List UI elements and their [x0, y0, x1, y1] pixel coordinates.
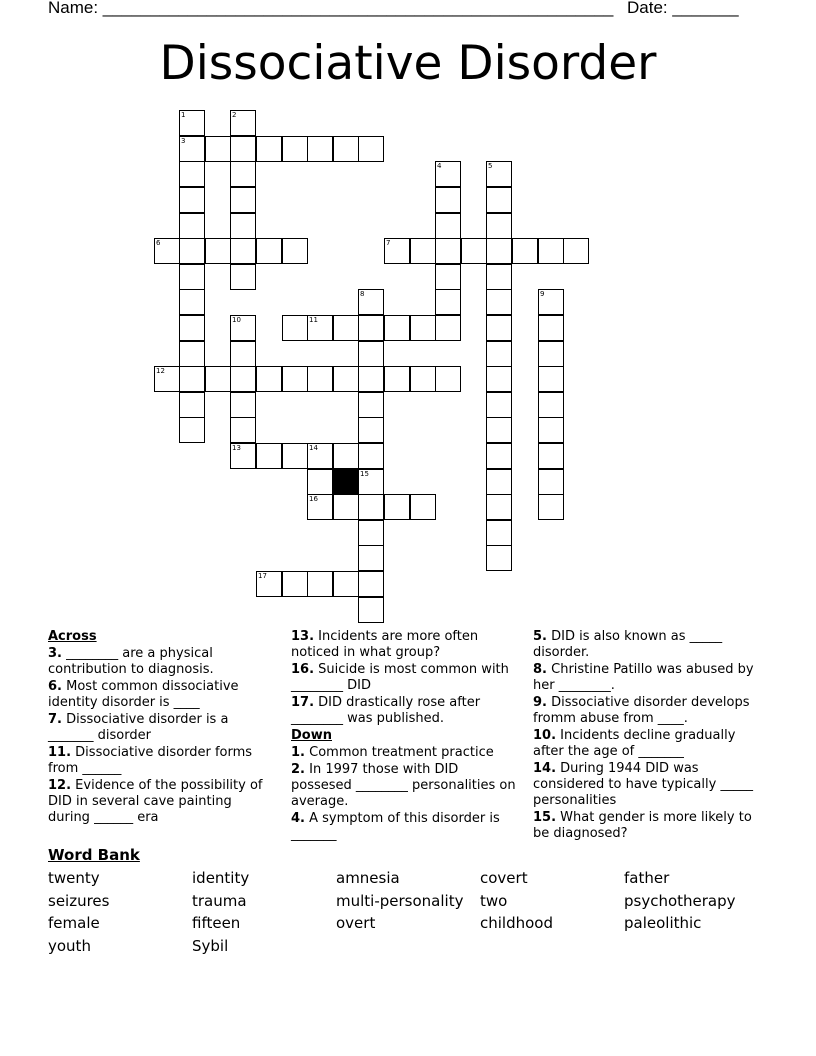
- crossword-cell[interactable]: [179, 110, 205, 136]
- crossword-cell[interactable]: [333, 494, 359, 520]
- word-bank-item: Sybil: [192, 937, 229, 955]
- across-clue: [291, 629, 521, 661]
- crossword-cell[interactable]: [486, 187, 512, 213]
- crossword-cell[interactable]: [230, 161, 256, 187]
- crossword-cell[interactable]: [333, 315, 359, 341]
- crossword-cell[interactable]: [179, 136, 205, 162]
- crossword-cell[interactable]: [538, 315, 564, 341]
- crossword-cell[interactable]: [307, 366, 333, 392]
- clue-number: 13: [232, 444, 241, 452]
- crossword-cell[interactable]: [435, 213, 461, 239]
- crossword-cell[interactable]: [384, 366, 410, 392]
- clue-text: Incidents decline gradually after the age of _______: [533, 728, 736, 759]
- crossword-cell[interactable]: [230, 264, 256, 290]
- clue-number: 10: [232, 316, 241, 324]
- down-clue: [533, 629, 767, 661]
- clue-number: 13.: [291, 629, 315, 644]
- word-bank-item: seizures: [48, 892, 110, 910]
- crossword-cell[interactable]: [486, 238, 512, 264]
- word-bank-item: two: [480, 892, 508, 910]
- crossword-cell[interactable]: [435, 187, 461, 213]
- crossword-cell[interactable]: [538, 443, 564, 469]
- down-clue: [533, 695, 767, 727]
- clue-text: Common treatment practice: [309, 745, 494, 760]
- word-bank-item: youth: [48, 937, 91, 955]
- clue-number: 8: [360, 290, 365, 298]
- crossword-cell[interactable]: [307, 443, 333, 469]
- clue-number: 14: [309, 444, 318, 452]
- crossword-cell[interactable]: [538, 366, 564, 392]
- clue-number: 5: [488, 162, 493, 170]
- crossword-cell[interactable]: [358, 315, 384, 341]
- crossword-cell[interactable]: [205, 136, 231, 162]
- clue-text: In 1997 those with DID possesed ________ personalities on average.: [291, 762, 516, 809]
- down-clue: [533, 761, 767, 809]
- crossword-cell[interactable]: [179, 264, 205, 290]
- crossword-cell[interactable]: [358, 417, 384, 443]
- crossword-cell[interactable]: [282, 238, 308, 264]
- clue-number: 7: [386, 239, 391, 247]
- across-clue: [291, 662, 521, 694]
- clue-number: 4.: [291, 811, 305, 826]
- word-bank-item: trauma: [192, 892, 247, 910]
- word-bank-item: childhood: [480, 914, 553, 932]
- crossword-cell[interactable]: [333, 443, 359, 469]
- crossword-cell[interactable]: [256, 443, 282, 469]
- crossword-cell[interactable]: [307, 136, 333, 162]
- clue-number: 6: [156, 239, 161, 247]
- clue-number: 12.: [48, 778, 72, 793]
- crossword-cell[interactable]: [282, 315, 308, 341]
- clue-text: Incidents are more often noticed in what group?: [291, 629, 479, 660]
- clue-number: 5.: [533, 629, 547, 644]
- crossword-cell[interactable]: [538, 341, 564, 367]
- clue-text: ________ are a physical contribution to diagnosis.: [48, 646, 214, 677]
- crossword-cell[interactable]: [486, 545, 512, 571]
- crossword-cell[interactable]: [538, 494, 564, 520]
- down-heading: Down: [291, 728, 332, 743]
- crossword-cell[interactable]: [435, 264, 461, 290]
- clue-number: 16.: [291, 662, 315, 677]
- crossword-cell[interactable]: [563, 238, 589, 264]
- across-clue: [48, 712, 276, 744]
- across-clue: [48, 679, 276, 711]
- across-clue: [291, 695, 521, 727]
- clue-number: 12: [156, 367, 165, 375]
- crossword-cell[interactable]: [179, 213, 205, 239]
- across-clue: [48, 745, 276, 777]
- clue-number: 17: [258, 572, 267, 580]
- crossword-cell[interactable]: [512, 238, 538, 264]
- crossword-cell[interactable]: [230, 366, 256, 392]
- word-bank-item: father: [624, 869, 670, 887]
- crossword-cell[interactable]: [486, 417, 512, 443]
- down-clue: [533, 728, 767, 760]
- word-bank-item: paleolithic: [624, 914, 702, 932]
- crossword-cell[interactable]: [256, 136, 282, 162]
- crossword-cell[interactable]: [307, 494, 333, 520]
- clue-number: 16: [309, 495, 318, 503]
- crossword-cell[interactable]: [435, 161, 461, 187]
- crossword-cell[interactable]: [435, 289, 461, 315]
- clue-number: 15.: [533, 810, 557, 825]
- crossword-cell[interactable]: [154, 238, 180, 264]
- crossword-cell[interactable]: [410, 238, 436, 264]
- word-bank-item: psychotherapy: [624, 892, 736, 910]
- page-title: Dissociative Disorder: [159, 36, 657, 91]
- crossword-cell[interactable]: [410, 315, 436, 341]
- clue-text: DID is also known as _____ disorder.: [533, 629, 723, 660]
- crossword-cell[interactable]: [358, 392, 384, 418]
- crossword-cell[interactable]: [486, 443, 512, 469]
- name-field[interactable]: Name: ______________________________________________________: [48, 0, 614, 17]
- crossword-cell[interactable]: [538, 238, 564, 264]
- clue-text: What gender is more likely to be diagnosed?: [533, 810, 752, 841]
- clue-text: Suicide is most common with ________ DID: [291, 662, 509, 693]
- clue-number: 1.: [291, 745, 305, 760]
- crossword-cell[interactable]: [230, 238, 256, 264]
- crossword-cell[interactable]: [384, 494, 410, 520]
- crossword-cell[interactable]: [282, 136, 308, 162]
- across-clues: [48, 629, 276, 827]
- crossword-cell[interactable]: [256, 238, 282, 264]
- down-clue: [291, 745, 521, 761]
- down-clue: [533, 662, 767, 694]
- clue-number: 3.: [48, 646, 62, 661]
- crossword-cell[interactable]: [230, 213, 256, 239]
- crossword-cell[interactable]: [230, 110, 256, 136]
- word-bank-item: overt: [336, 914, 376, 932]
- across-clues-continued: [291, 629, 521, 844]
- crossword-cell[interactable]: [486, 161, 512, 187]
- crossword-cell[interactable]: [358, 545, 384, 571]
- crossword-cell[interactable]: [358, 136, 384, 162]
- crossword-cell[interactable]: [435, 238, 461, 264]
- crossword-cell[interactable]: [179, 238, 205, 264]
- clue-number: 1: [181, 111, 186, 119]
- crossword-cell[interactable]: [333, 366, 359, 392]
- crossword-cell[interactable]: [230, 341, 256, 367]
- clue-number: 4: [437, 162, 442, 170]
- word-bank-item: covert: [480, 869, 528, 887]
- crossword-cell[interactable]: [486, 315, 512, 341]
- crossword-cell[interactable]: [307, 469, 333, 495]
- clue-text: During 1944 DID was considered to have typically _____ personalities: [533, 761, 753, 808]
- crossword-cell[interactable]: [179, 392, 205, 418]
- clue-number: 11.: [48, 745, 72, 760]
- crossword-cell[interactable]: [256, 571, 282, 597]
- crossword-cell[interactable]: [486, 469, 512, 495]
- clue-number: 6.: [48, 679, 62, 694]
- clue-number: 9: [540, 290, 545, 298]
- crossword-cell[interactable]: [282, 366, 308, 392]
- word-bank-heading: Word Bank: [48, 846, 140, 864]
- clue-number: 3: [181, 137, 186, 145]
- crossword-cell[interactable]: [358, 366, 384, 392]
- crossword-cell[interactable]: [179, 187, 205, 213]
- crossword-cell[interactable]: [538, 392, 564, 418]
- crossword-cell[interactable]: [358, 494, 384, 520]
- crossword-cell[interactable]: [230, 417, 256, 443]
- word-bank-item: fifteen: [192, 914, 241, 932]
- crossword-cell[interactable]: [486, 289, 512, 315]
- clue-text: Dissociative disorder is a _______ disorder: [48, 712, 229, 743]
- crossword-cell[interactable]: [358, 520, 384, 546]
- crossword-cell[interactable]: [333, 571, 359, 597]
- crossword-cell[interactable]: [358, 443, 384, 469]
- crossword-cell[interactable]: [435, 315, 461, 341]
- crossword-cell[interactable]: [230, 187, 256, 213]
- clue-text: DID drastically rose after ________ was published.: [291, 695, 481, 726]
- crossword-cell[interactable]: [333, 136, 359, 162]
- crossword-cell[interactable]: [256, 366, 282, 392]
- clue-number: 14.: [533, 761, 557, 776]
- across-clue: [48, 646, 276, 678]
- crossword-cell[interactable]: [384, 315, 410, 341]
- crossword-cell[interactable]: [179, 417, 205, 443]
- down-clue: [533, 810, 767, 842]
- crossword-cell[interactable]: [179, 315, 205, 341]
- clue-number: 2: [232, 111, 237, 119]
- clue-text: A symptom of this disorder is _______: [291, 811, 500, 842]
- crossword-cell[interactable]: [154, 366, 180, 392]
- crossword-cell[interactable]: [179, 161, 205, 187]
- crossword-cell[interactable]: [486, 264, 512, 290]
- crossword-cell[interactable]: [282, 571, 308, 597]
- clue-text: Dissociative disorder develops fromm abuse from ____.: [533, 695, 750, 726]
- crossword-cell[interactable]: [179, 366, 205, 392]
- clue-text: Evidence of the possibility of DID in several cave painting during ______ era: [48, 778, 263, 825]
- crossword-cell[interactable]: [538, 469, 564, 495]
- crossword-cell[interactable]: [410, 494, 436, 520]
- clue-number: 17.: [291, 695, 315, 710]
- clue-number: 10.: [533, 728, 557, 743]
- crossword-cell[interactable]: [538, 289, 564, 315]
- word-bank-item: multi-personality: [336, 892, 464, 910]
- crossword-cell[interactable]: [179, 289, 205, 315]
- crossword-cell[interactable]: [384, 238, 410, 264]
- word-bank-item: twenty: [48, 869, 100, 887]
- crossword-cell[interactable]: [205, 238, 231, 264]
- crossword-cell[interactable]: [358, 597, 384, 623]
- crossword-cell[interactable]: [205, 366, 231, 392]
- word-bank-item: identity: [192, 869, 250, 887]
- clue-text: Christine Patillo was abused by her ________.: [533, 662, 754, 693]
- crossword-cell[interactable]: [307, 315, 333, 341]
- clue-number: 9.: [533, 695, 547, 710]
- down-clues-continued: [533, 629, 767, 843]
- crossword-cell[interactable]: [230, 315, 256, 341]
- crossword-cell[interactable]: [230, 443, 256, 469]
- crossword-cell[interactable]: [230, 392, 256, 418]
- crossword-cell[interactable]: [435, 366, 461, 392]
- across-heading: Across: [48, 629, 97, 644]
- crossword-cell[interactable]: [486, 392, 512, 418]
- crossword-cell[interactable]: [486, 366, 512, 392]
- clue-number: 7.: [48, 712, 62, 727]
- black-cell: [333, 469, 359, 495]
- crossword-cell[interactable]: [282, 443, 308, 469]
- crossword-cell[interactable]: [461, 238, 487, 264]
- clue-text: Most common dissociative identity disorder is ____: [48, 679, 239, 710]
- crossword-cell[interactable]: [179, 341, 205, 367]
- crossword-cell[interactable]: [230, 136, 256, 162]
- crossword-cell[interactable]: [358, 469, 384, 495]
- across-clue: [48, 778, 276, 826]
- clue-number: 15: [360, 470, 369, 478]
- crossword-cell[interactable]: [486, 213, 512, 239]
- crossword-cell[interactable]: [307, 571, 333, 597]
- date-field[interactable]: Date: _______: [627, 0, 739, 17]
- crossword-cell[interactable]: [486, 341, 512, 367]
- word-bank-item: female: [48, 914, 100, 932]
- word-bank-item: amnesia: [336, 869, 400, 887]
- crossword-cell[interactable]: [486, 494, 512, 520]
- crossword-cell[interactable]: [538, 417, 564, 443]
- crossword-cell[interactable]: [358, 571, 384, 597]
- clue-number: 11: [309, 316, 318, 324]
- clue-text: Dissociative disorder forms from ______: [48, 745, 253, 776]
- crossword-cell[interactable]: [486, 520, 512, 546]
- crossword-cell[interactable]: [410, 366, 436, 392]
- down-clue: [291, 762, 521, 810]
- clue-number: 8.: [533, 662, 547, 677]
- down-clue: [291, 811, 521, 843]
- crossword-cell[interactable]: [358, 341, 384, 367]
- clue-number: 2.: [291, 762, 305, 777]
- crossword-cell[interactable]: [358, 289, 384, 315]
